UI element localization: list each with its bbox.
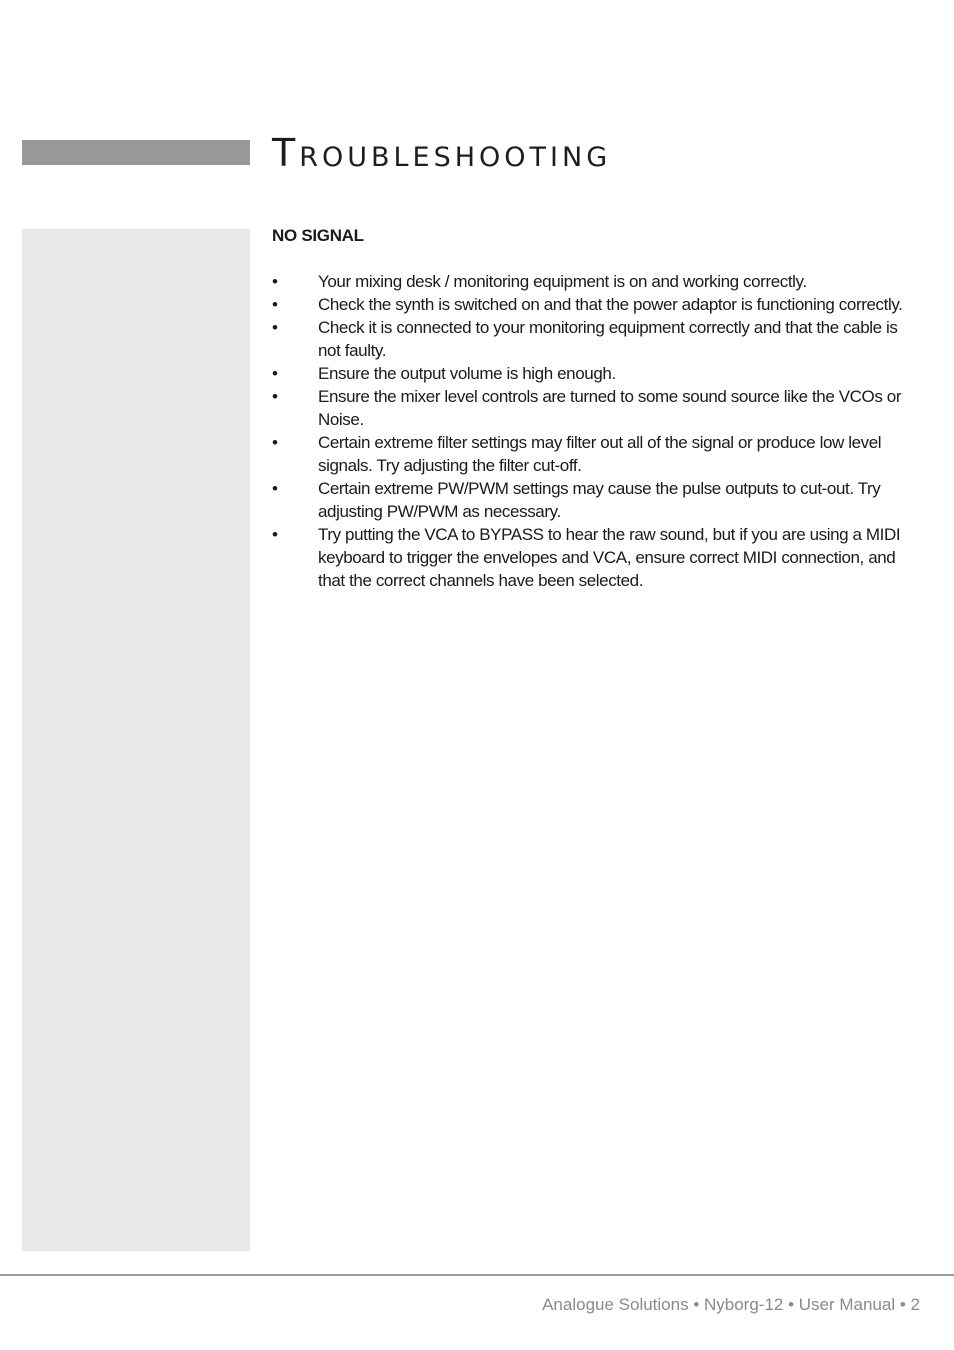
list-item <box>272 477 918 523</box>
list-item-text: Check it is connected to your monitoring equipment correctly and that the cable is not faulty. <box>318 318 898 360</box>
bullet-icon: • <box>272 295 278 314</box>
section-heading: NO SIGNAL <box>272 226 364 245</box>
list-item <box>272 385 918 431</box>
main-content <box>272 224 918 592</box>
list-item <box>272 431 918 477</box>
page-title: Troubleshooting <box>272 131 612 175</box>
bullet-icon: • <box>272 318 278 337</box>
title-accent-bar <box>22 140 250 165</box>
list-item <box>272 316 918 362</box>
footer-text: Analogue Solutions • Nyborg-12 • User Manual • 2 <box>542 1295 920 1314</box>
list-item <box>272 293 918 316</box>
footer-divider <box>0 1274 954 1276</box>
list-item-text: Certain extreme PW/PWM settings may cause the pulse outputs to cut-out. Try adjusting PW/PWM as necessary. <box>318 479 881 521</box>
list-item <box>272 523 918 592</box>
bullet-icon: • <box>272 387 278 406</box>
list-item-text: Your mixing desk / monitoring equipment is on and working correctly. <box>318 272 807 291</box>
list-item-text: Certain extreme filter settings may filter out all of the signal or produce low level signals. Try adjusting the filter cut-off. <box>318 433 882 475</box>
side-panel <box>22 229 250 1251</box>
list-item-text: Ensure the output volume is high enough. <box>318 364 616 383</box>
bullet-icon: • <box>272 433 278 452</box>
list-item-text: Try putting the VCA to BYPASS to hear the raw sound, but if you are using a MIDI keyboard to trigger the envelopes and VCA, ensure correct MIDI connection, and that the correct channels have been selected. <box>318 525 901 590</box>
troubleshooting-list <box>272 270 918 592</box>
bullet-icon: • <box>272 479 278 498</box>
list-item-text: Ensure the mixer level controls are turned to some sound source like the VCOs or Noise. <box>318 387 902 429</box>
bullet-icon: • <box>272 272 278 291</box>
bullet-icon: • <box>272 525 278 544</box>
bullet-icon: • <box>272 364 278 383</box>
list-item <box>272 362 918 385</box>
list-item-text: Check the synth is switched on and that the power adaptor is functioning correctly. <box>318 295 903 314</box>
list-item <box>272 270 918 293</box>
